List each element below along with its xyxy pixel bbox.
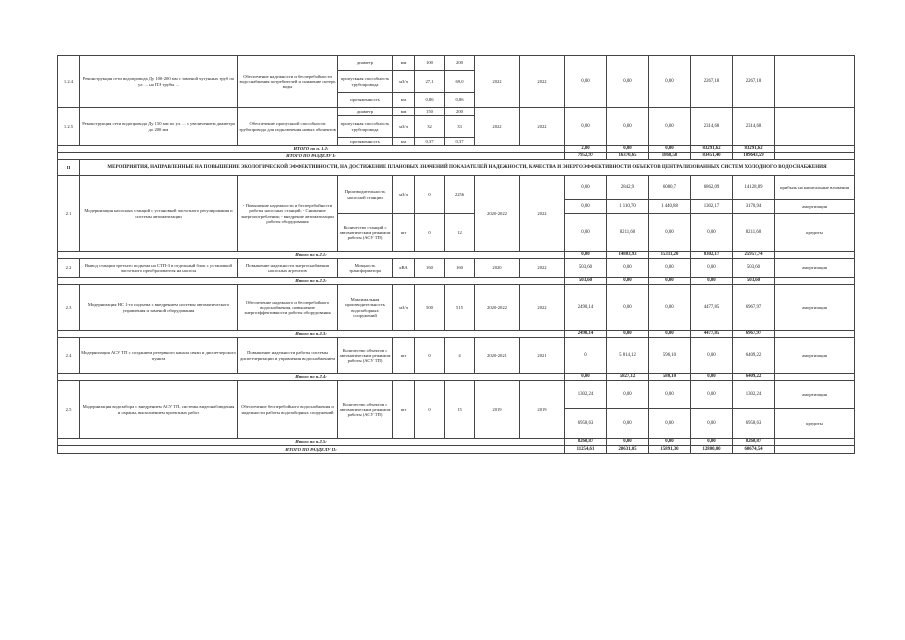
cost-2020: 20631,05	[607, 446, 649, 454]
start-year: 2020-2022	[475, 176, 520, 252]
measure-name: Вывод станции третьего подъема на СТП-3 в отдельный блок с установкой частотного преобразователя на насосы	[80, 259, 238, 278]
row-number: 1.2.4	[58, 56, 80, 108]
table-row	[58, 338, 855, 374]
cost-2020: 14803,93	[607, 252, 649, 259]
funding-source: амортизация	[775, 338, 855, 374]
cost-2019: 2,00	[565, 146, 607, 153]
row-number: 2.4	[58, 338, 80, 374]
cost-2020: 0,00	[607, 381, 649, 409]
row-number: 1.2.5	[58, 108, 80, 146]
subtotal-label: Итого по п.2.2:	[58, 278, 565, 285]
measure-name: Модернизация водозабора с внедрением АСУ ТП, системы видеонаблюдения и охраны, выполнением проектных работ	[80, 381, 238, 439]
cost-2019: 0,00	[565, 252, 607, 259]
cost-total: 8260,87	[733, 439, 775, 446]
cost-2021: 0,00	[649, 146, 691, 153]
empty-cell	[775, 278, 855, 285]
end-year: 2022	[520, 259, 565, 278]
param-after: 2256	[445, 176, 475, 214]
param-name: пропускная способность трубопровода	[338, 71, 393, 93]
param-before: 100	[415, 56, 445, 71]
empty-cell	[775, 374, 855, 381]
empty-cell	[775, 331, 855, 338]
end-year: 2019	[520, 381, 565, 439]
param-unit: кВА	[393, 259, 415, 278]
end-year: 2021	[520, 338, 565, 374]
section-title: МЕРОПРИЯТИЯ, НАПРАВЛЕННЫЕ НА ПОВЫШЕНИЕ ЭКОЛОГИЧЕСКОЙ ЭФФЕКТИВНОСТИ, НА ДОСТИЖЕНИЕ ПЛАНОВЫХ ЗНАЧЕНИЙ ПОКАЗАТЕЛЕЙ НАДЕЖНОСТИ, КАЧЕСТВА И ЭНЕРГОЭФФЕКТИВНОСТИ ОБЪЕКТОВ ЦЕНТРАЛИЗОВАННЫХ СИСТЕМ ХОЛОДНОГО ВОДОСНАБЖЕНИЯ	[80, 160, 855, 176]
cost-2019: 503,60	[565, 259, 607, 278]
subtotal-row	[58, 331, 855, 338]
cost-2021: 0,00	[649, 108, 691, 146]
cost-2020: 0,00	[607, 278, 649, 285]
param-unit: мм	[393, 108, 415, 116]
measure-purpose: Повышение надежности работы системы диспетчеризации и управления водоснабжением	[238, 338, 338, 374]
row-number: 2.1	[58, 176, 80, 252]
table-row	[58, 176, 855, 200]
cost-2019: 1302,24	[565, 381, 607, 409]
param-name: диаметр	[338, 56, 393, 71]
start-year: 2019	[475, 381, 520, 439]
cost-2020: 0,00	[607, 259, 649, 278]
cost-2020: 0,00	[607, 285, 649, 331]
param-name: протяженность	[338, 138, 393, 146]
subtotal-label: Итого по п.2.5:	[58, 439, 565, 446]
param-before: 150	[415, 108, 445, 116]
cost-2021: 0,00	[649, 259, 691, 278]
measure-purpose: Обеспечение пропускной способности трубопровода для подключения новых абонентов	[238, 108, 338, 146]
measure-purpose: - Повышение надежности и бесперебойности работы насосных станций; - Снижение энергопотребления; - внедрение автоматизации работы оборудования	[238, 176, 338, 252]
param-name: Максимальная производительность водозаборных сооружений	[338, 285, 393, 331]
cost-2019: 2490,14	[565, 331, 607, 338]
measure-name: Модернизация АСУ ТП с созданием резервного канала связи и диспетчерского пункта	[80, 338, 238, 374]
table-row	[58, 56, 855, 71]
cost-2021: 0,00	[649, 439, 691, 446]
table-row	[58, 285, 855, 331]
cost-total: 83291,62	[733, 146, 775, 153]
cost-2021: 1868,58	[649, 153, 691, 160]
cost-total: 109643,59	[733, 153, 775, 160]
param-unit: шт	[393, 381, 415, 439]
param-before: 27,1	[415, 71, 445, 93]
cost-2021: 580,10	[649, 374, 691, 381]
cost-total: 60674,54	[733, 446, 775, 454]
cost-2019: 11254,61	[565, 446, 607, 454]
cost-2019: 0,00	[565, 56, 607, 108]
param-after: 4	[445, 338, 475, 374]
cost-total: 6409,22	[733, 338, 775, 374]
cost-2019: 6958,63	[565, 409, 607, 439]
funding-source: кредиты	[775, 214, 855, 252]
cost-2019: 0	[565, 338, 607, 374]
table-row	[58, 259, 855, 278]
row-number: 2.3	[58, 285, 80, 331]
cost-total: 503,60	[733, 278, 775, 285]
funding-source	[775, 108, 855, 146]
cost-total: 6967,97	[733, 331, 775, 338]
measure-name: Реконструкция сети водопровода Ду 100-200 мм с заменой чугунных труб по ул. ... на ПЭ трубы ...	[80, 56, 238, 108]
cost-total: 2267,18	[733, 56, 775, 108]
cost-2020: 0,00	[607, 56, 649, 108]
cost-total: 2314,68	[733, 108, 775, 146]
param-name: Количество станций с автоматическим режимом работы (АСУ ТП)	[338, 214, 393, 252]
cost-2020: 0,00	[607, 146, 649, 153]
cost-2022: 0,00	[691, 278, 733, 285]
param-after: 0,37	[445, 138, 475, 146]
param-before: 500	[415, 285, 445, 331]
param-before: 0,86	[415, 93, 445, 108]
cost-2022: 0,00	[691, 338, 733, 374]
cost-2021: 0,00	[649, 331, 691, 338]
measure-purpose: Обеспечение надежности и бесперебойности водоснабжения потребителей и снижение потерь воды	[238, 56, 338, 108]
cost-total: 14128,89	[733, 176, 775, 200]
param-before: 0,37	[415, 138, 445, 146]
param-name: протяженность	[338, 93, 393, 108]
measure-purpose: Повышение надежности энергоснабжения насосных агрегатов	[238, 259, 338, 278]
cost-2021: 0,00	[649, 214, 691, 252]
start-year: 2020	[475, 259, 520, 278]
end-year: 2022	[520, 108, 565, 146]
subtotal-row	[58, 439, 855, 446]
cost-2021: 1 440,88	[649, 200, 691, 214]
cost-2021: 596,10	[649, 338, 691, 374]
param-before: 0	[415, 176, 445, 214]
subtotal-row	[58, 252, 855, 259]
cost-2019: 503,60	[565, 278, 607, 285]
param-name: диаметр	[338, 108, 393, 116]
cost-2019: 8260,87	[565, 439, 607, 446]
param-after: 160	[445, 259, 475, 278]
cost-2022: 0,00	[691, 409, 733, 439]
param-after: 200	[445, 56, 475, 71]
funding-source: кредиты	[775, 409, 855, 439]
param-unit: мм	[393, 56, 415, 71]
cost-2020: 5827,12	[607, 374, 649, 381]
param-after: 12	[445, 214, 475, 252]
cost-2022: 0,00	[691, 374, 733, 381]
table-row	[58, 108, 855, 116]
end-year: 2022	[520, 285, 565, 331]
param-after: 515	[445, 285, 475, 331]
start-year: 2022	[475, 56, 520, 108]
cost-2022: 12800,00	[691, 446, 733, 454]
param-after: 33	[445, 116, 475, 138]
cost-total: 6409,22	[733, 374, 775, 381]
measure-name: Модернизация НС 1-го подъема с внедрением системы автоматического управления и заменой оборудования	[80, 285, 238, 331]
cost-2022: 2314,68	[691, 108, 733, 146]
param-after: 15	[445, 381, 475, 439]
param-unit: км	[393, 93, 415, 108]
section-header-row	[58, 160, 855, 176]
cost-total: 6958,63	[733, 409, 775, 439]
funding-source: прибыль на капитальные вложения	[775, 176, 855, 200]
param-unit: м3/ч	[393, 71, 415, 93]
section-total-label: ИТОГО ПО РАЗДЕЛУ I:	[58, 153, 565, 160]
empty-cell	[775, 146, 855, 153]
cost-2020: 0,00	[607, 409, 649, 439]
cost-2022: 4477,85	[691, 331, 733, 338]
cost-2022: 0,00	[691, 259, 733, 278]
funding-source: амортизация	[775, 381, 855, 409]
param-name: пропускная способность трубопровода	[338, 116, 393, 138]
param-name: Количество объектов с автоматическим режимом работы (АСУ ТП)	[338, 381, 393, 439]
empty-cell	[775, 252, 855, 259]
cost-2022: 2267,18	[691, 56, 733, 108]
cost-total: 503,60	[733, 259, 775, 278]
cost-2019: 0,00	[565, 176, 607, 200]
cost-2020: 0,00	[607, 331, 649, 338]
empty-cell	[775, 439, 855, 446]
funding-source: амортизация	[775, 200, 855, 214]
param-name: Мощность трансформатора	[338, 259, 393, 278]
param-after: 0,86	[445, 93, 475, 108]
cost-2020: 16370,65	[607, 153, 649, 160]
section-number: II	[58, 160, 80, 176]
param-name: Производительность насосной станции	[338, 176, 393, 214]
param-unit: шт	[393, 338, 415, 374]
param-before: 0	[415, 338, 445, 374]
param-before: 160	[415, 259, 445, 278]
subtotal-label: Итого по п.2.4:	[58, 374, 565, 381]
cost-total: 8211,60	[733, 214, 775, 252]
cost-2021: 0,00	[649, 56, 691, 108]
param-before: 0	[415, 214, 445, 252]
row-number: 2.2	[58, 259, 80, 278]
section-total-label: ИТОГО ПО РАЗДЕЛУ II:	[58, 446, 565, 454]
start-year: 2020-2021	[475, 338, 520, 374]
cost-2022: 6862,09	[691, 176, 733, 200]
measure-name: Реконструкция сети водопровода Ду 150 мм по ул. ... с увеличением диаметра до 200 мм	[80, 108, 238, 146]
param-before: 0	[415, 381, 445, 439]
subtotal-label: ИТОГО по п. 1.2:	[58, 146, 565, 153]
cost-2020: 0,00	[607, 108, 649, 146]
cost-2019: 0,00	[565, 108, 607, 146]
cost-2022: 0,00	[691, 381, 733, 409]
cost-2019: 7952,97	[565, 153, 607, 160]
cost-2021: 0,00	[649, 409, 691, 439]
empty-cell	[775, 446, 855, 454]
param-name: Количество объектов с автоматическим режимом работы (АСУ ТП)	[338, 338, 393, 374]
cost-2020: 0,00	[607, 439, 649, 446]
cost-2022: 1302,17	[691, 200, 733, 214]
cost-2021: 6080,7	[649, 176, 691, 200]
cost-2019: 0,00	[565, 374, 607, 381]
cost-2019: 0,00	[565, 214, 607, 252]
subtotal-label: Итого по п.2.3:	[58, 331, 565, 338]
cost-total: 1302,24	[733, 381, 775, 409]
cost-2019: 2490,14	[565, 285, 607, 331]
cost-2021: 15311,20	[649, 252, 691, 259]
table-row	[58, 381, 855, 409]
param-after: 200	[445, 108, 475, 116]
param-unit: м3/ч	[393, 116, 415, 138]
cost-2022: 83291,62	[691, 146, 733, 153]
cost-2022: 8302,17	[691, 252, 733, 259]
row-number: 2.5	[58, 381, 80, 439]
param-unit: м3/ч	[393, 285, 415, 331]
empty-cell	[775, 153, 855, 160]
end-year: 2022	[520, 176, 565, 252]
cost-total: 3170,94	[733, 200, 775, 214]
cost-2020: 2842,9	[607, 176, 649, 200]
start-year: 2020-2022	[475, 285, 520, 331]
cost-total: 6967,97	[733, 285, 775, 331]
measure-purpose: Обеспечение надежного и бесперебойного водоснабжения, повышение энергоэффективности работы оборудования	[238, 285, 338, 331]
funding-source: амортизация	[775, 259, 855, 278]
param-before: 32	[415, 116, 445, 138]
section-total-row	[58, 446, 855, 454]
param-unit: км	[393, 138, 415, 146]
param-after: 69,0	[445, 71, 475, 93]
cost-2019: 0,00	[565, 200, 607, 214]
param-unit: шт	[393, 214, 415, 252]
cost-total: 25957,74	[733, 252, 775, 259]
param-unit: м3/ч	[393, 176, 415, 214]
cost-2022: 83451,40	[691, 153, 733, 160]
cost-2022: 0,00	[691, 214, 733, 252]
investment-program-table	[57, 55, 855, 454]
cost-2022: 4477,85	[691, 285, 733, 331]
cost-2022: 0,00	[691, 439, 733, 446]
cost-2021: 0,00	[649, 285, 691, 331]
end-year: 2022	[520, 56, 565, 108]
measure-name: Модернизация насосных станций с установкой частотного регулирования и системы автоматизации	[80, 176, 238, 252]
funding-source: амортизация	[775, 285, 855, 331]
cost-2021: 0,00	[649, 278, 691, 285]
subtotal-row	[58, 374, 855, 381]
subtotal-row	[58, 146, 855, 153]
cost-2021: 15891,30	[649, 446, 691, 454]
cost-2021: 0,00	[649, 381, 691, 409]
measure-purpose: Обеспечение бесперебойного водоснабжения и надежности работы водозаборных сооружений	[238, 381, 338, 439]
cost-2020: 8211,60	[607, 214, 649, 252]
subtotal-row	[58, 278, 855, 285]
start-year: 2022	[475, 108, 520, 146]
section-total-row	[58, 153, 855, 160]
cost-2020: 1 110,70	[607, 200, 649, 214]
subtotal-label: Итого по п.2.1:	[58, 252, 565, 259]
funding-source	[775, 56, 855, 108]
cost-2020: 5 814,12	[607, 338, 649, 374]
